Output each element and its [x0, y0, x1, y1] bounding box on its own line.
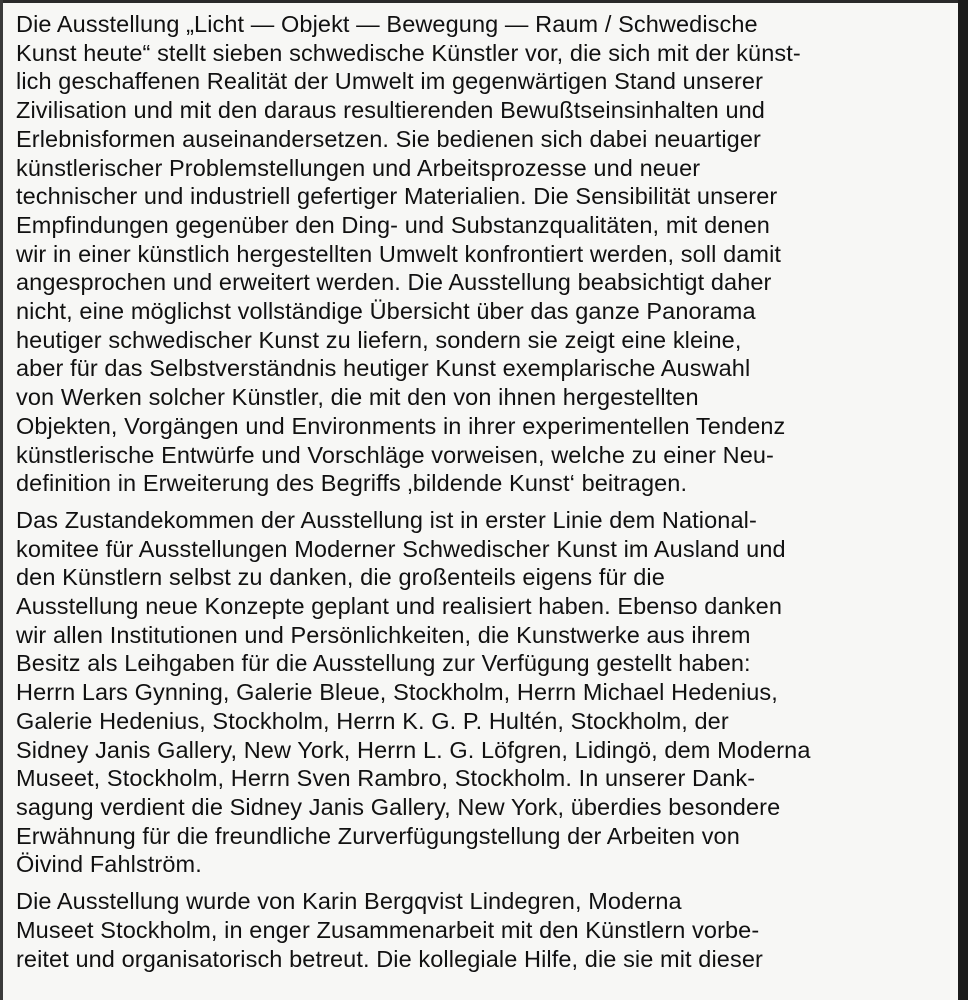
text-line: heutiger schwedischer Kunst zu liefern, sondern sie zeigt eine kleine, [16, 326, 742, 353]
scan-edge-top [0, 0, 968, 3]
scan-edge-left [0, 0, 3, 1000]
text-line: lich geschaffenen Realität der Umwelt im gegenwärtigen Stand unserer [16, 68, 764, 95]
paragraph-acknowledgements [16, 506, 941, 879]
text-line: Galerie Hedenius, Stockholm, Herrn K. G. P. Hultén, Stockholm, der [16, 707, 729, 734]
text-line: Sidney Janis Gallery, New York, Herrn L. G. Löfgren, Lidingö, dem Moderna [16, 736, 811, 763]
text-line: Das Zustandekommen der Ausstellung ist in erster Linie dem National- [16, 506, 757, 533]
text-line: wir allen Institutionen und Persönlichkeiten, die Kunstwerke aus ihrem [16, 621, 751, 648]
text-line: Die Ausstellung „Licht — Objekt — Bewegung — Raum / Schwedische [16, 11, 758, 37]
text-line: Erlebnisformen auseinandersetzen. Sie bedienen sich dabei neuartiger [16, 125, 761, 152]
text-line: Museet Stockholm, in enger Zusammenarbeit mit den Künstlern vorbe- [16, 916, 760, 943]
text-line: Museet, Stockholm, Herrn Sven Rambro, Stockholm. In unserer Dank- [16, 765, 756, 792]
paragraph-organisation [16, 887, 941, 973]
text-line: von Werken solcher Künstler, die mit den von ihnen hergestellten [16, 384, 699, 411]
text-line: Kunst heute“ stellt sieben schwedische Künstler vor, die sich mit der künst- [16, 39, 801, 66]
text-line: nicht, eine möglichst vollständige Übersicht über das ganze Panorama [16, 298, 756, 325]
text-line: künstlerische Entwürfe und Vorschläge vorweisen, welche zu einer Neu- [16, 441, 774, 468]
text-line: wir in einer künstlich hergestellten Umwelt konfrontiert werden, soll damit [16, 240, 782, 267]
text-line: künstlerischer Problemstellungen und Arbeitsprozesse und neuer [16, 154, 701, 181]
text-line: Objekten, Vorgängen und Environments in ihrer experimentellen Tendenz [16, 412, 786, 439]
text-line: angesprochen und erweitert werden. Die Ausstellung beabsichtigt daher [16, 269, 772, 296]
text-line: Die Ausstellung wurde von Karin Bergqvist Lindegren, Moderna [16, 888, 682, 915]
paragraph-exhibition-intro [16, 10, 941, 498]
text-line: definition in Erweiterung des Begriffs ‚bildende Kunst‘ beitragen. [16, 470, 688, 497]
text-line: Besitz als Leihgaben für die Ausstellung zur Verfügung gestellt haben: [16, 650, 751, 677]
scan-edge-right [958, 0, 968, 1000]
text-line: komitee für Ausstellungen Moderner Schwedischer Kunst im Ausland und [16, 535, 786, 562]
body-text [16, 10, 941, 973]
text-line: Erwähnung für die freundliche Zurverfügungstellung der Arbeiten von [16, 822, 740, 849]
text-line: Zivilisation und mit den daraus resultierenden Bewußtseinsinhalten und [16, 97, 765, 124]
text-line: technischer und industriell gefertiger Materialien. Die Sensibilität unserer [16, 183, 778, 210]
text-line: Herrn Lars Gynning, Galerie Bleue, Stockholm, Herrn Michael Hedenius, [16, 679, 778, 706]
text-line: reitet und organisatorisch betreut. Die kollegiale Hilfe, die sie mit dieser [16, 945, 763, 972]
text-line: Öivind Fahlström. [16, 851, 202, 878]
text-line: Ausstellung neue Konzepte geplant und realisiert haben. Ebenso danken [16, 593, 782, 620]
text-line: sagung verdient die Sidney Janis Gallery, New York, überdies besondere [16, 793, 781, 820]
text-line: Empfindungen gegenüber den Ding- und Substanzqualitäten, mit denen [16, 211, 770, 238]
text-line: den Künstlern selbst zu danken, die großenteils eigens für die [16, 564, 665, 591]
text-line: aber für das Selbstverständnis heutiger Kunst exemplarische Auswahl [16, 355, 751, 382]
